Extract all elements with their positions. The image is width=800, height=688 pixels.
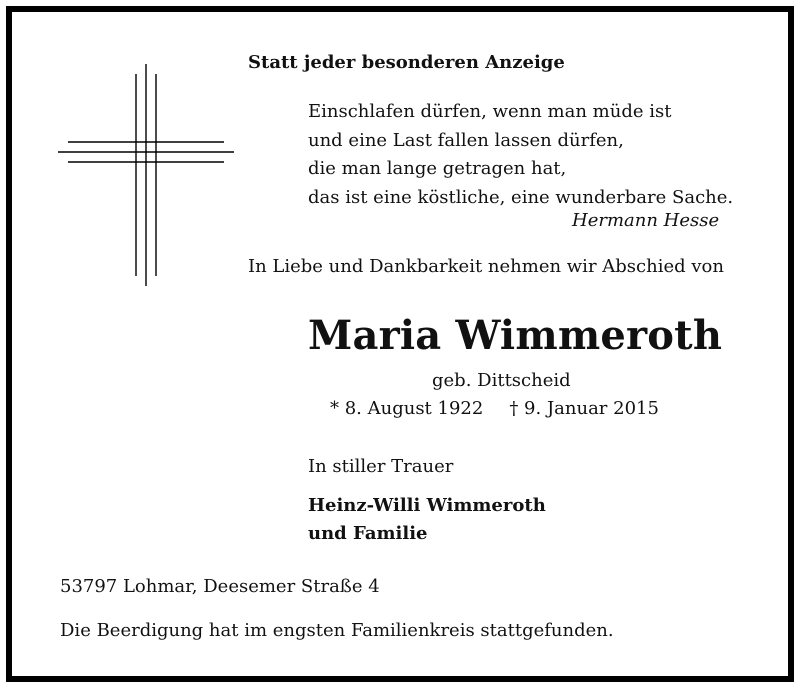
mourning-line: In stiller Trauer (308, 456, 454, 477)
farewell-line: In Liebe und Dankbarkeit nehmen wir Abschied von (248, 256, 724, 277)
life-dates (330, 398, 659, 419)
obituary-frame (6, 6, 794, 682)
poem-author: Hermann Hesse (572, 210, 720, 231)
poem-line: und eine Last fallen lassen dürfen, (308, 129, 624, 151)
poem-line: Einschlafen dürfen, wenn man müde ist (308, 101, 672, 122)
cross-icon (56, 64, 236, 292)
deceased-name: Maria Wimmeroth (308, 312, 723, 359)
funeral-note: Die Beerdigung hat im engsten Familienkreis stattgefunden. (60, 620, 614, 641)
notice-header: Statt jeder besonderen Anzeige (248, 52, 565, 73)
signers (308, 492, 546, 548)
address: 53797 Lohmar, Deesemer Straße 4 (60, 576, 380, 597)
birth-date: * 8. August 1922 (330, 398, 484, 419)
poem-line: das ist eine köstliche, eine wunderbare Sache. (308, 186, 734, 208)
birth-name: geb. Dittscheid (432, 370, 571, 391)
poem (308, 98, 733, 212)
death-date: † 9. Januar 2015 (509, 398, 659, 419)
poem-line: die man lange getragen hat, (308, 158, 567, 179)
signer-line: und Familie (308, 523, 428, 544)
signer-line: Heinz-Willi Wimmeroth (308, 495, 546, 516)
